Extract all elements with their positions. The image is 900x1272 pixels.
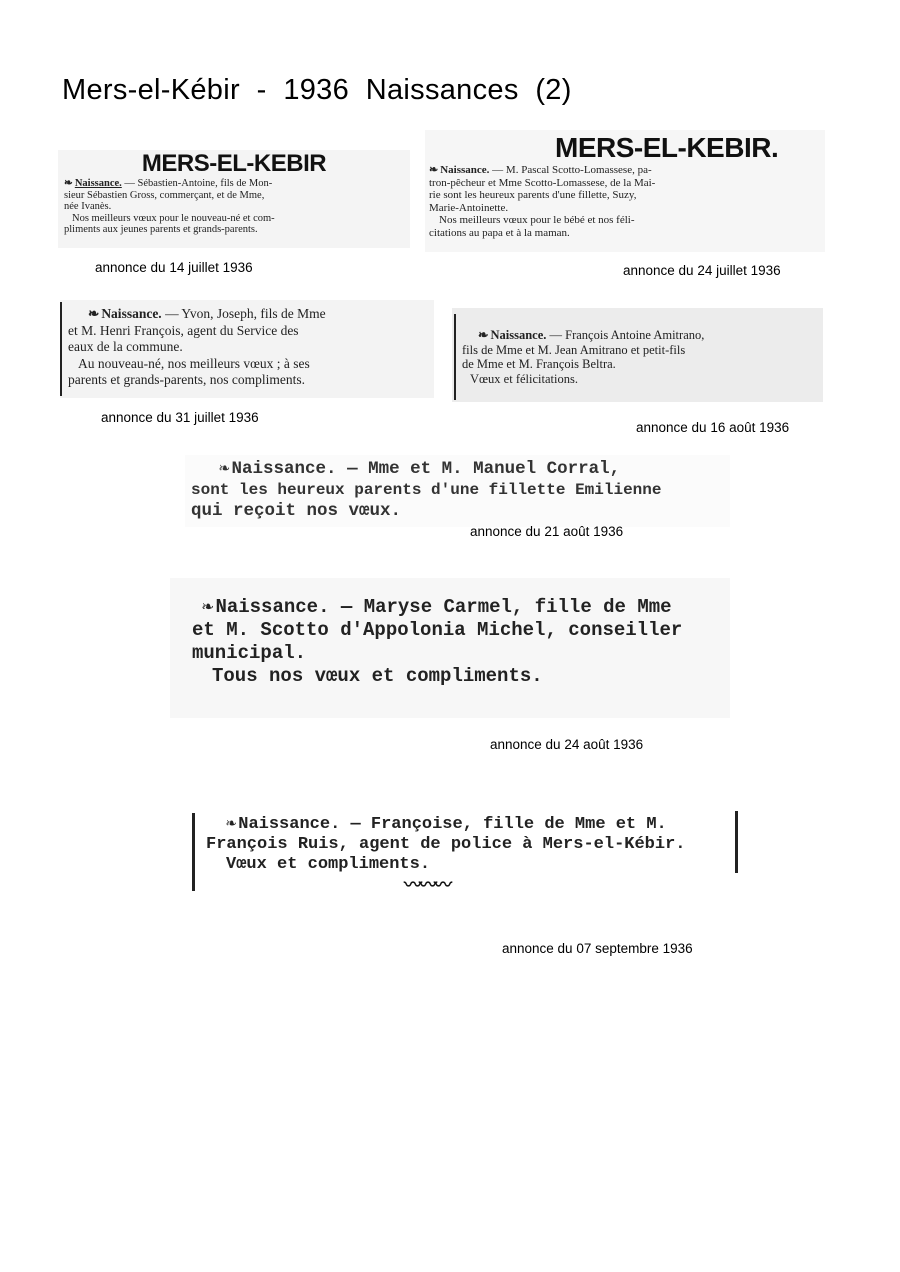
- caption-21-aout: annonce du 21 août 1936: [470, 524, 624, 539]
- clip-line: Vœux et compliments.: [226, 855, 431, 874]
- ornament-icon: ❧: [429, 164, 437, 176]
- clip-line: ❧ Naissance. — Maryse Carmel, fille de Mme: [202, 596, 672, 618]
- clip-line: fils de Mme et M. Jean Amitrano et petit-fils: [462, 342, 686, 357]
- ornament-icon: ❧: [478, 328, 487, 342]
- clip-line: François Ruis, agent de police à Mers-el-Kébir.: [206, 835, 686, 854]
- right-rule: [735, 811, 738, 873]
- clip-line: parents et grands-parents, nos compliments.: [68, 372, 305, 387]
- clipping-21-aout: [185, 455, 730, 527]
- left-rule: [454, 314, 456, 400]
- clip-line: eaux de la commune.: [68, 339, 183, 354]
- clip-line: de Mme et M. François Beltra.: [462, 357, 616, 371]
- clip-line: sieur Sébastien Gross, commerçant, et de Mme,: [64, 189, 265, 201]
- clip-line: ❧ Naissance. — François Antoine Amitrano,: [478, 328, 705, 342]
- ornament-icon: ❧: [226, 815, 235, 834]
- clipping-14-juillet: [58, 150, 410, 248]
- clipping-24-aout: [170, 578, 730, 718]
- clip-line: née Ivanès.: [64, 201, 112, 212]
- caption-14-juillet: annonce du 14 juillet 1936: [95, 260, 253, 275]
- masthead: MERS-EL-KEBIR: [141, 150, 327, 177]
- clip-line: tron-pêcheur et Mme Scotto-Lomassese, de la Mai-: [429, 176, 656, 189]
- clip-line: ❧ Naissance. — Françoise, fille de Mme et M.: [226, 815, 667, 834]
- left-rule: [192, 813, 195, 891]
- clip-line: qui reçoit nos vœux.: [191, 501, 402, 521]
- clipping-16-aout: [452, 308, 823, 402]
- ornament-icon: ❧: [202, 596, 212, 618]
- clip-line: ❧ Naissance. — Mme et M. Manuel Corral,: [219, 459, 621, 479]
- clip-line: Au nouveau-né, nos meilleurs vœux ; à ses: [78, 355, 310, 371]
- caption-24-juillet: annonce du 24 juillet 1936: [623, 263, 781, 278]
- caption-31-juillet: annonce du 31 juillet 1936: [101, 410, 259, 425]
- clip-line: et M. Scotto d'Appolonia Michel, conseiller: [192, 619, 683, 641]
- clip-line: rie sont les heureux parents d'une fillette, Suzy,: [429, 189, 637, 201]
- clip-line: pliments aux jeunes parents et grands-parents.: [64, 224, 258, 235]
- clip-line: Vœux et félicitations.: [470, 371, 578, 386]
- left-rule: [60, 302, 62, 396]
- ornament-icon: ❧: [88, 306, 98, 321]
- clip-line: et M. Henri François, agent du Service des: [68, 322, 299, 338]
- clip-line: ❧ Naissance. — M. Pascal Scotto-Lomassese, pa-: [429, 164, 652, 176]
- clipping-07-septembre: [190, 805, 750, 905]
- clip-line: municipal.: [192, 642, 307, 664]
- ornament-icon: ❧: [64, 178, 71, 189]
- caption-07-septembre: annonce du 07 septembre 1936: [502, 941, 693, 956]
- clipping-31-juillet: [60, 300, 434, 398]
- clip-line: sont les heureux parents d'une fillette Emilienne: [191, 481, 662, 499]
- clip-line: ❧ Naissance. — Yvon, Joseph, fils de Mme: [88, 306, 326, 321]
- masthead: MERS-EL-KEBIR.: [555, 132, 779, 163]
- clip-line: Marie-Antoinette.: [429, 201, 509, 214]
- page-title: Mers-el-Kébir - 1936 Naissances (2): [62, 74, 572, 106]
- clip-line: Tous nos vœux et compliments.: [212, 665, 543, 687]
- caption-24-aout: annonce du 24 août 1936: [490, 737, 644, 752]
- caption-16-aout: annonce du 16 août 1936: [636, 420, 790, 435]
- clip-line: citations au papa et à la maman.: [429, 226, 570, 239]
- clipping-24-juillet: [425, 130, 825, 252]
- wave-divider-icon: 〰〰〰: [404, 875, 449, 896]
- clip-line: Nos meilleurs vœux pour le nouveau-né et com-: [72, 212, 275, 224]
- clip-line: Nos meilleurs vœux pour le bébé et nos féli-: [439, 214, 635, 226]
- clip-line: ❧ Naissance. — Sébastien-Antoine, fils de Mon-: [64, 178, 273, 189]
- ornament-icon: ❧: [219, 459, 228, 479]
